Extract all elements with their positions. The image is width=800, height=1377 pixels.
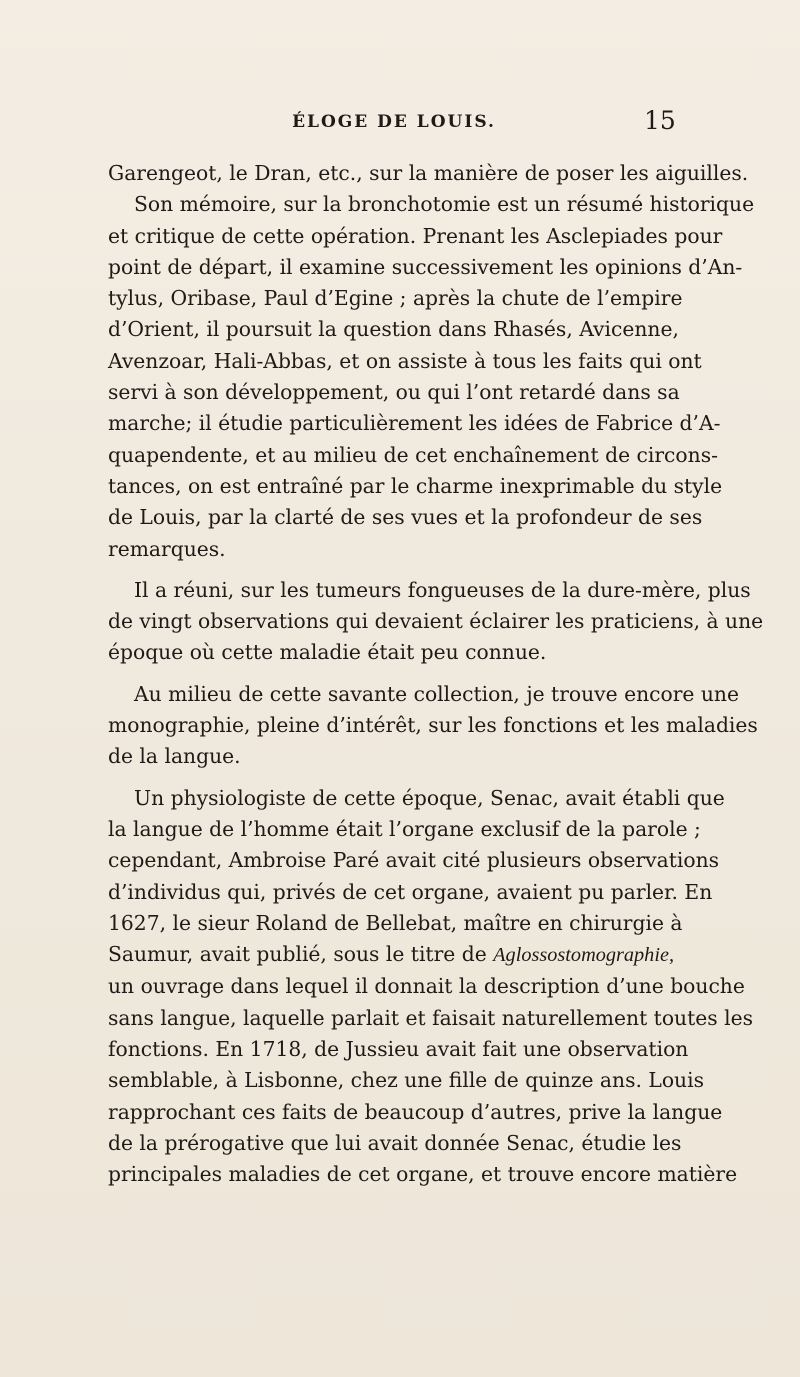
text-line: principales maladies de cet organe, et trouve encore matière	[108, 1162, 738, 1187]
text-line: Il a réuni, sur les tumeurs fongueuses de la dure-mère, plus	[134, 577, 751, 602]
text-line: la langue de l’homme était l’organe exclusif de la parole ;	[108, 816, 701, 841]
paragraph-monographie	[108, 679, 758, 773]
text-line: marche; il étudie particulièrement les idées de Fabrice d’A-	[108, 411, 721, 436]
text-line: semblable, à Lisbonne, chez une fille de quinze ans. Louis	[108, 1068, 705, 1093]
text-line: un ouvrage dans lequel il donnait la description d’une bouche	[108, 974, 745, 999]
text-line: Son mémoire, sur la bronchotomie est un résumé historique	[134, 192, 755, 217]
text-line: d’individus qui, privés de cet organe, avaient pu parler. En	[108, 879, 713, 904]
paragraph-bronchotomie	[108, 189, 755, 565]
text-line: sans langue, laquelle parlait et faisait naturellement toutes les	[108, 1005, 753, 1030]
text-line	[108, 939, 675, 971]
text-line: Garengeot, le Dran, etc., sur la manière de poser les aiguilles.	[108, 161, 749, 185]
text-line: de vingt observations qui devaient éclairer les praticiens, à une	[108, 609, 764, 634]
paragraph-tumeurs	[108, 575, 764, 669]
text-line: Avenzoar, Hali-Abbas, et on assiste à tous les faits qui ont	[108, 348, 702, 373]
page-number: 15	[644, 106, 676, 135]
text-line: point de départ, il examine successivement les opinions d’An-	[108, 254, 743, 279]
text-line: quapendente, et au milieu de cet enchaînement de circons-	[108, 442, 718, 467]
running-head	[0, 106, 800, 142]
text-segment: Saumur, avait publié, sous le titre de	[108, 942, 487, 967]
text-line: d’Orient, il poursuit la question dans Rhasés, Avicenne,	[108, 317, 679, 342]
paragraph-langue	[108, 783, 753, 1191]
text-line: de Louis, par la clarté de ses vues et la profondeur de ses	[108, 505, 703, 530]
text-line: époque où cette maladie était peu connue.	[108, 640, 547, 665]
text-line: servi à son développement, ou qui l’ont retardé dans sa	[108, 380, 680, 405]
text-line: tylus, Oribase, Paul d’Egine ; après la chute de l’empire	[108, 286, 683, 311]
text-line: et critique de cette opération. Prenant les Asclepiades pour	[108, 223, 723, 248]
text-line: Un physiologiste de cette époque, Senac, avait établi que	[134, 785, 725, 810]
text-line: 1627, le sieur Roland de Bellebat, maître en chirurgie à	[108, 910, 683, 935]
text-line: de la prérogative que lui avait donnée Senac, étudie les	[108, 1130, 682, 1155]
body-text	[108, 158, 764, 1191]
text-line: rapprochant ces faits de beaucoup d’autres, prive la langue	[108, 1099, 723, 1124]
paragraph-continuation	[108, 158, 749, 189]
book-title-italic: Aglossostomographie,	[493, 944, 675, 967]
text-line: Au milieu de cette savante collection, je trouve encore une	[134, 681, 739, 706]
text-line: tances, on est entraîné par le charme inexprimable du style	[108, 473, 723, 498]
text-line: cependant, Ambroise Paré avait cité plusieurs observations	[108, 848, 720, 873]
text-line: fonctions. En 1718, de Jussieu avait fait une observation	[108, 1037, 689, 1062]
running-title: ÉLOGE DE LOUIS.	[292, 112, 496, 132]
text-line: remarques.	[108, 536, 226, 561]
text-line: de la langue.	[108, 744, 241, 769]
text-line: monographie, pleine d’intérêt, sur les fonctions et les maladies	[108, 713, 758, 738]
